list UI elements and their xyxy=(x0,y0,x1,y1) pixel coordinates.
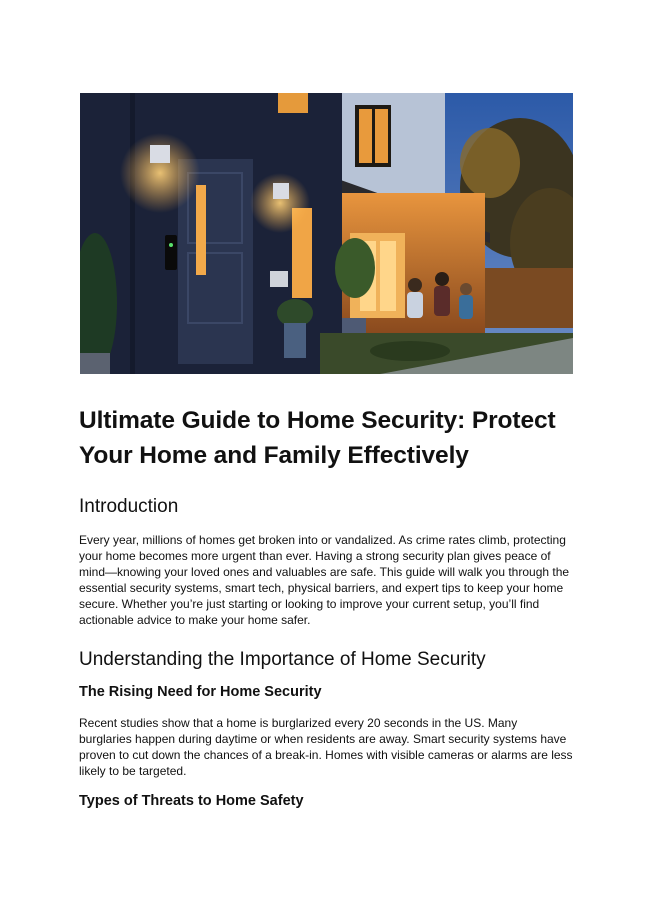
section-heading-importance: Understanding the Importance of Home Security xyxy=(79,649,486,670)
article-title: Ultimate Guide to Home Security: Protect Your Home and Family Effectively xyxy=(79,407,556,469)
subsection-heading-rising-need: The Rising Need for Home Security xyxy=(79,684,322,700)
rising-need-paragraph: Recent studies show that a home is burglarized every 20 seconds in the US. Many burglaries happen during daytime or when residents are away. Smart security systems have proven to cut down the chances of a break-in. Homes with visible cameras or alarms are less likely to be targeted. xyxy=(79,716,573,778)
article-body xyxy=(79,403,573,811)
hero-image xyxy=(80,93,573,374)
house-night-illustration xyxy=(80,93,573,374)
introduction-paragraph: Every year, millions of homes get broken into or vandalized. As crime rates climb, protecting your home becomes more urgent than ever. Having a strong security plan gives peace of mind—knowing your loved ones and valuables are safe. This guide will walk you through the essential security systems, smart tech, physical barriers, and expert tips to keep your home secure. Whether you’re just starting or looking to improve your current setup, you’ll find actionable advice to make your home safer. xyxy=(79,533,570,627)
section-heading-introduction: Introduction xyxy=(79,496,179,517)
subsection-heading-threat-types: Types of Threats to Home Safety xyxy=(79,793,304,809)
